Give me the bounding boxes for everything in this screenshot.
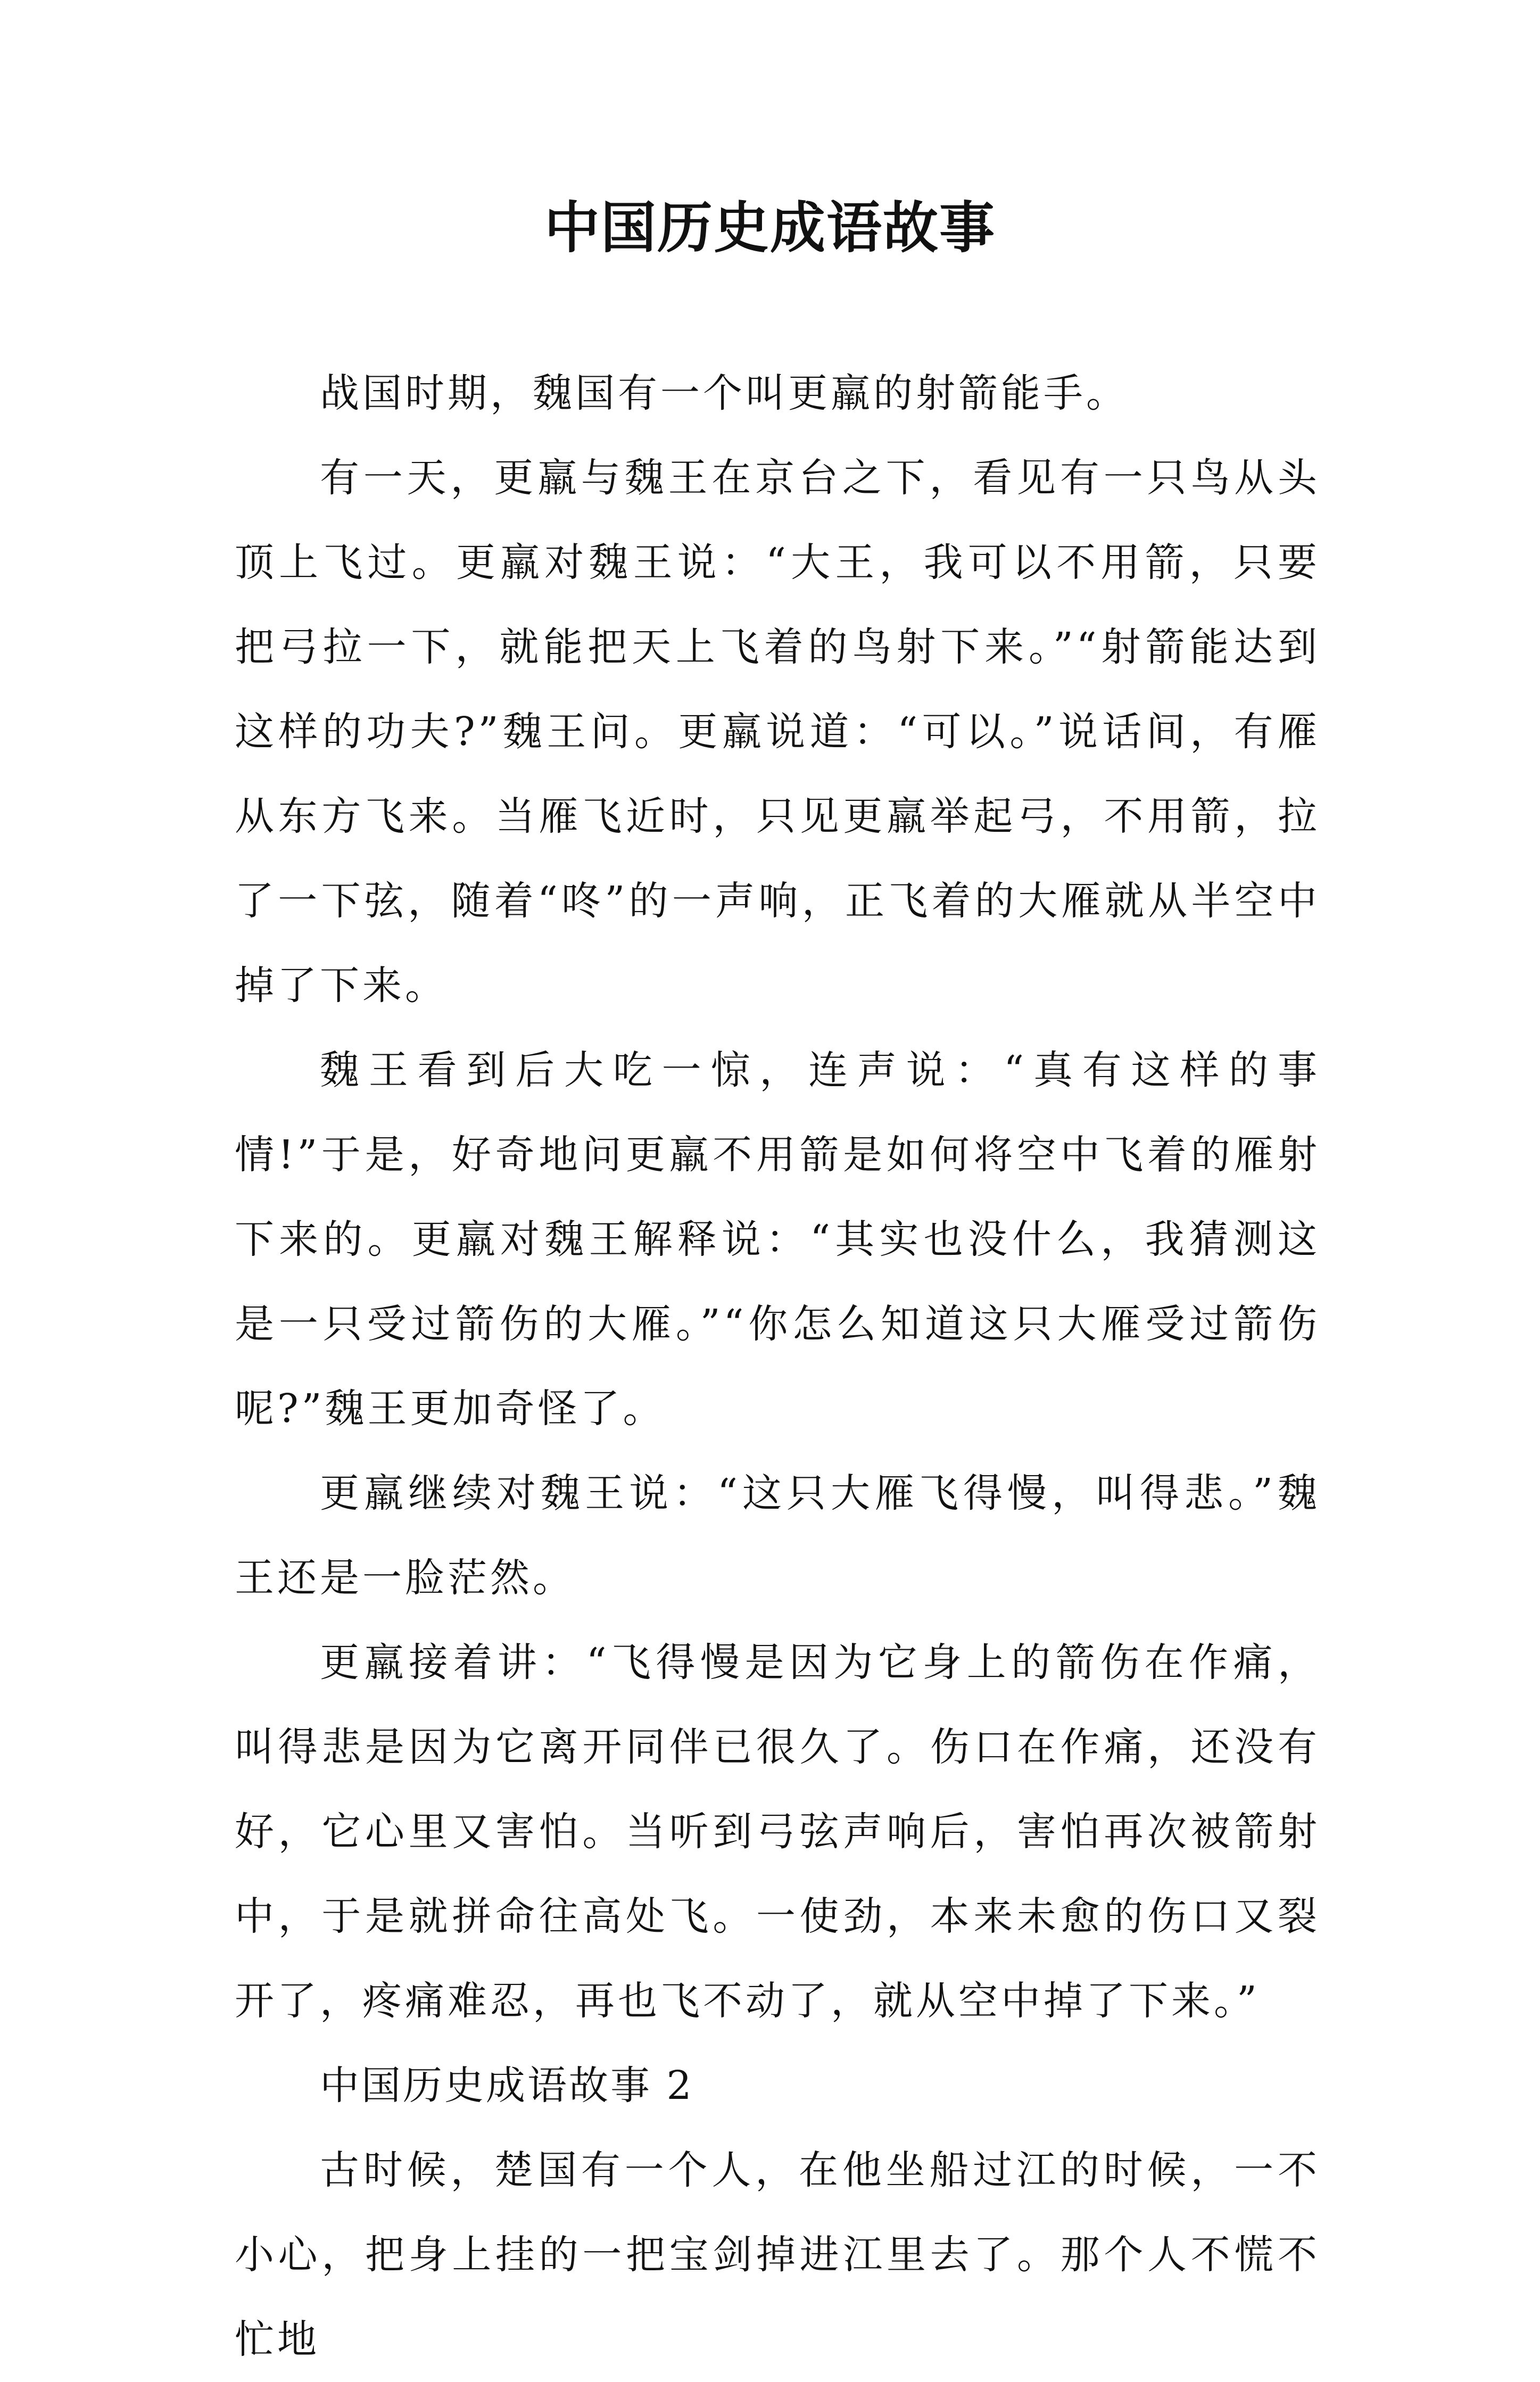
paragraph-3: 魏王看到后大吃一惊，连声说：“真有这样的事情!”于是，好奇地问更羸不用箭是如何将空中飞着的雁射下来的。更羸对魏王解释说：“其实也没什么，我猜测这是一只受过箭伤的大雁。”“你怎么知道这只大雁受过箭伤呢?”魏王更加奇怪了。 <box>235 1047 1320 1432</box>
paragraph-2: 有一天，更羸与魏王在京台之下，看见有一只鸟从头顶上飞过。更羸对魏王说：“大王，我可以不用箭，只要把弓拉一下，就能把天上飞着的鸟射下来。”“射箭能达到这样的功夫?”魏王问。更羸说道：“可以。”说话间，有雁从东方飞来。当雁飞近时，只见更羸举起弓，不用箭，拉了一下弦，随着“咚”的一声响，正飞着的大雁就从半空中掉了下来。 <box>235 455 1320 1008</box>
section-subheading: 中国历史成语故事 2 <box>320 2063 694 2108</box>
document-title: 中国历史成语故事 <box>544 195 996 260</box>
paragraph-6: 古时候，楚国有一个人，在他坐船过江的时候，一不小心，把身上挂的一把宝剑掉进江里去了。那个人不慌不忙地 <box>235 2147 1320 2362</box>
document-body <box>235 351 1320 2382</box>
paragraph-5: 更羸接着讲：“飞得慢是因为它身上的箭伤在作痛，叫得悲是因为它离开同伴已很久了。伤口在作痛，还没有好，它心里又害怕。当听到弓弦声响后，害怕再次被箭射中，于是就拼命往高处飞。一使劲，本来未愈的伤口又裂开了，疼痛难忍，再也飞不动了，就从空中掉了下来。” <box>235 1640 1320 2024</box>
paragraph-1: 战国时期，魏国有一个叫更羸的射箭能手。 <box>320 370 1129 416</box>
paragraph-4: 更羸继续对魏王说：“这只大雁飞得慢，叫得悲。”魏王还是一脸茫然。 <box>235 1470 1320 1601</box>
